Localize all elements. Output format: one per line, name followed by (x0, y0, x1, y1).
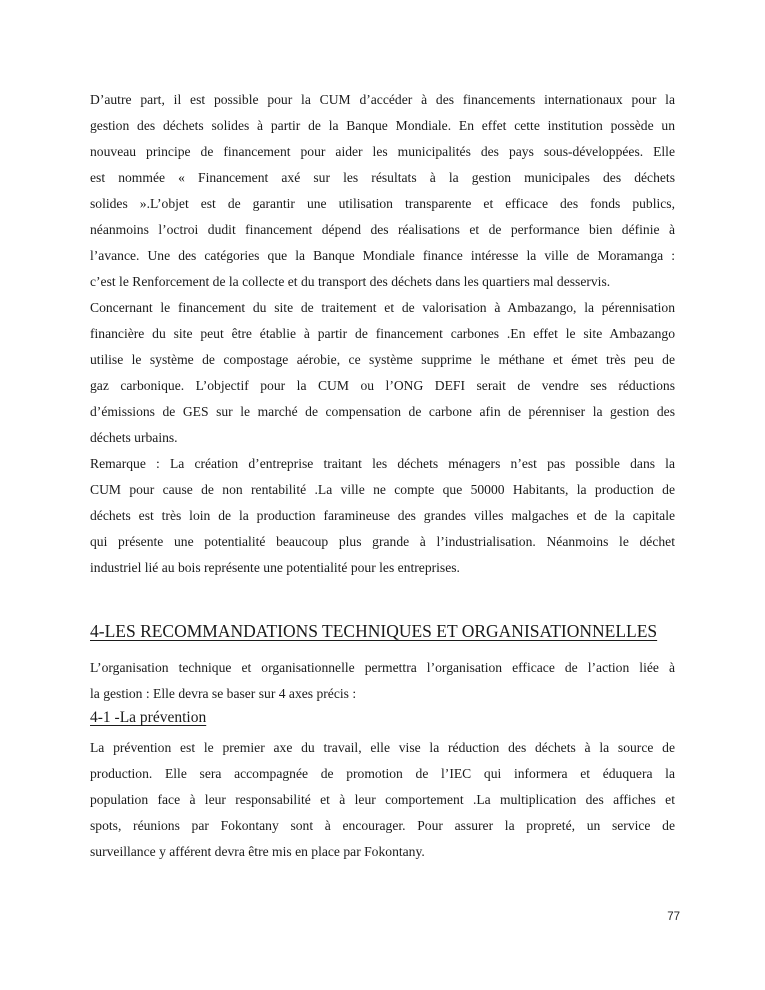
text-line: surveillance y afférent devra être mis en place par Fokontany. (90, 844, 425, 859)
text-line: est nommée « Financement axé sur les résultats à la gestion municipales des déchets (90, 170, 675, 185)
subsection-heading: 4-1 -La prévention (90, 709, 207, 726)
text-line: Concernant le financement du site de traitement et de valorisation à Ambazango, la pérennisation (90, 300, 675, 315)
text-line: CUM pour cause de non rentabilité .La ville ne compte que 50000 Habitants, la production de (90, 482, 675, 497)
text-line: spots, réunions par Fokontany sont à encourager. Pour assurer la propreté, un service de (90, 818, 675, 833)
text-line: c’est le Renforcement de la collecte et du transport des déchets dans les quartiers mal desservis. (90, 274, 611, 289)
text-line: industriel lié au bois représente une potentialité pour les entreprises. (90, 560, 460, 575)
text-line: financière du site peut être établie à partir de financement carbones .En effet le site Ambazango (90, 326, 675, 341)
text-line: production. Elle sera accompagnée de promotion de l’IEC qui informera et éduquera la (90, 766, 675, 781)
text-line: la gestion : Elle devra se baser sur 4 axes précis : (90, 686, 357, 701)
paragraph-remark (90, 451, 675, 581)
text-line: d’émissions de GES sur le marché de compensation de carbone afin de pérenniser la gestion des (90, 404, 675, 419)
text-line: nouveau principe de financement pour aider les municipalités des pays sous-développées. Elle (90, 144, 675, 159)
paragraph-organisation (90, 655, 675, 707)
page-number: 77 (667, 911, 680, 923)
text-line: D’autre part, il est possible pour la CUM d’accéder à des financements internationaux pour la (90, 92, 675, 107)
text-line: solides ».L’objet est de garantir une utilisation transparente et efficace des fonds publics, (90, 196, 675, 211)
text-line: gestion des déchets solides à partir de la Banque Mondiale. En effet cette institution possède un (90, 118, 675, 133)
document-body (90, 87, 675, 865)
paragraph-prevention (90, 735, 675, 865)
text-line: gaz carbonique. L’objectif pour la CUM ou l’ONG DEFI serait de vendre ses réductions (90, 378, 675, 393)
paragraph-cum-financing (90, 87, 675, 295)
section-heading: 4-LES RECOMMANDATIONS TECHNIQUES ET ORGANISATIONNELLES (90, 621, 658, 641)
text-line: utilise le système de compostage aérobie, ce système supprime le méthane et émet très peu de (90, 352, 675, 367)
text-line: l’avance. Une des catégories que la Banque Mondiale finance intéresse la ville de Moramanga : (90, 248, 675, 263)
text-line: L’organisation technique et organisationnelle permettra l’organisation efficace de l’action liée à (90, 660, 675, 675)
text-line: Remarque : La création d’entreprise traitant les déchets ménagers n’est pas possible dans la (90, 456, 675, 471)
text-line: La prévention est le premier axe du travail, elle vise la réduction des déchets à la source de (90, 740, 675, 755)
text-line: déchets urbains. (90, 430, 178, 445)
text-line: déchets est très loin de la production faramineuse des grandes villes malgaches et de la capitale (90, 508, 675, 523)
text-line: qui présente une potentialité beaucoup plus grande à l’industrialisation. Néanmoins le déchet (90, 534, 675, 549)
paragraph-carbon-financing (90, 295, 675, 451)
text-line: population face à leur responsabilité et à leur comportement .La multiplication des affiches et (90, 792, 675, 807)
text-line: néanmoins l’octroi dudit financement dépend des réalisations et de performance bien définie à (90, 222, 675, 237)
